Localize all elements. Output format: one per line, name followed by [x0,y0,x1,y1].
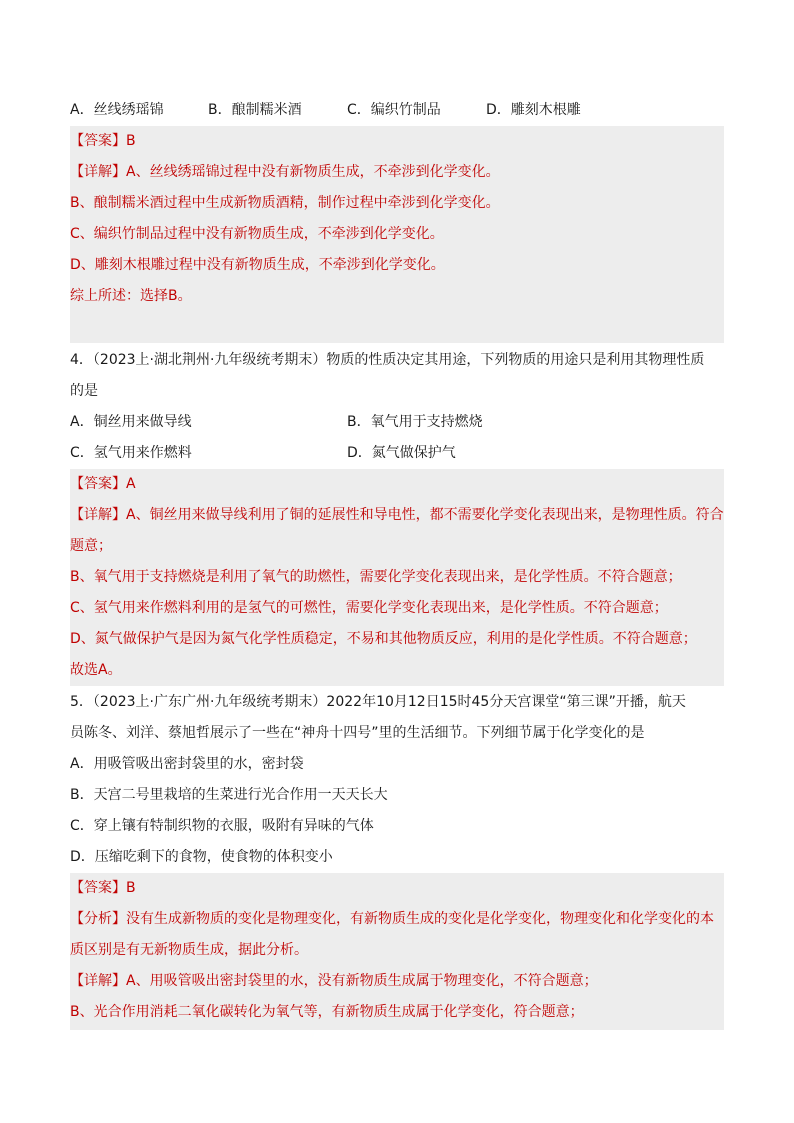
q5-analysis-line-1 [70,904,724,935]
q4-detail-d: D、氮气做保护气是因为氮气化学性质稳定，不易和其他物质反应，利用的是化学性质。不符合题意； [70,631,697,647]
q3-options-row [70,95,724,126]
q3-detail-c: C、编织竹制品过程中没有新物质生成，不牵涉到化学变化。 [70,226,444,242]
answer-tag: 【答案】 [70,476,126,492]
q3-detail-b: B、酿制糯米酒过程中生成新物质酒精，制作过程中牵涉到化学变化。 [70,195,500,211]
q5-stem-line-2: 员陈冬、刘洋、蔡旭哲展示了一些在“神舟十四号”里的生活细节。下列细节属于化学变化的是 [70,725,645,741]
q5-detail-a-text: A、用吸管吸出密封袋里的水，没有新物质生成属于物理变化，不符合题意； [126,973,598,989]
analysis-tag: 【分析】 [70,911,126,927]
q4-detail-b: B、氧气用于支持燃烧是利用了氧气的助燃性，需要化学变化表现出来，是化学性质。不符合题意； [70,569,682,585]
q4-options-row-2 [70,438,724,469]
q3-detail-a-text: A、丝线绣瑶锦过程中没有新物质生成，不牵涉到化学变化。 [126,164,500,180]
q4-option-d: D．氮气做保护气 [347,445,456,461]
q5-option-d: D．压缩吃剩下的食物，使食物的体积变小 [70,849,333,865]
q3-summary: 综上所述：选择B。 [70,288,192,304]
q5-option-b: B．天宫二号里栽培的生菜进行光合作用一天天长大 [70,787,388,803]
answer-tag: 【答案】 [70,133,126,149]
q4-detail-c: C、氢气用来作燃料利用的是氢气的可燃性，需要化学变化表现出来，是化学性质。不符合题意； [70,600,668,616]
q5-stem-line-1: 5．（2023上·广东广州·九年级统考期末）2022年10月12日15时45分天宫课堂“第三课”开播，航天 [70,694,686,710]
q5-option-c: C．穿上镶有特制织物的衣服，吸附有异味的气体 [70,818,374,834]
q3-detail-d: D、雕刻木根雕过程中没有新物质生成，不牵涉到化学变化。 [70,257,445,273]
q3-option-c: C．编织竹制品 [347,102,441,118]
q4-summary: 故选A。 [70,662,122,678]
q3-answer-line [70,126,724,157]
q5-analysis-line-2: 质区别是有无新物质生成，据此分析。 [70,942,308,958]
q4-stem-line-2: 的是 [70,383,98,399]
q4-option-a: A．铜丝用来做导线 [70,414,192,430]
q5-detail-a [70,966,724,997]
q3-detail-a [70,157,724,188]
q4-detail-a-line-1 [70,500,724,531]
q3-answer-value: B [126,133,136,149]
q5-detail-b: B、光合作用消耗二氧化碳转化为氧气等，有新物质生成属于化学变化，符合题意； [70,1004,584,1020]
q3-option-a: A．丝线绣瑶锦 [70,102,164,118]
q4-stem-line-1: 4．（2023上·湖北荆州·九年级统考期末）物质的性质决定其用途，下列物质的用途只是利用其物理性质 [70,352,705,368]
q5-analysis-text: 没有生成新物质的变化是物理变化，有新物质生成的变化是化学变化，物理变化和化学变化的本 [126,911,714,927]
q4-option-c: C．氢气用来作燃料 [70,445,192,461]
q5-option-a: A．用吸管吸出密封袋里的水，密封袋 [70,756,304,772]
answer-tag: 【答案】 [70,880,126,896]
q4-answer-value: A [126,476,136,492]
q5-answer-value: B [126,880,136,896]
q4-detail-a-text: A、铜丝用来做导线利用了铜的延展性和导电性，都不需要化学变化表现出来，是物理性质。符合 [126,507,724,523]
q3-option-d: D．雕刻木根雕 [486,102,581,118]
q4-detail-a-line-2: 题意； [70,538,112,554]
detail-tag: 【详解】 [70,164,126,180]
q3-option-b: B．酿制糯米酒 [208,102,302,118]
q5-answer-line [70,873,724,904]
q4-option-b: B．氧气用于支持燃烧 [347,414,483,430]
detail-tag: 【详解】 [70,507,126,523]
detail-tag: 【详解】 [70,973,126,989]
q4-answer-line [70,469,724,500]
q4-options-row-1 [70,407,724,438]
